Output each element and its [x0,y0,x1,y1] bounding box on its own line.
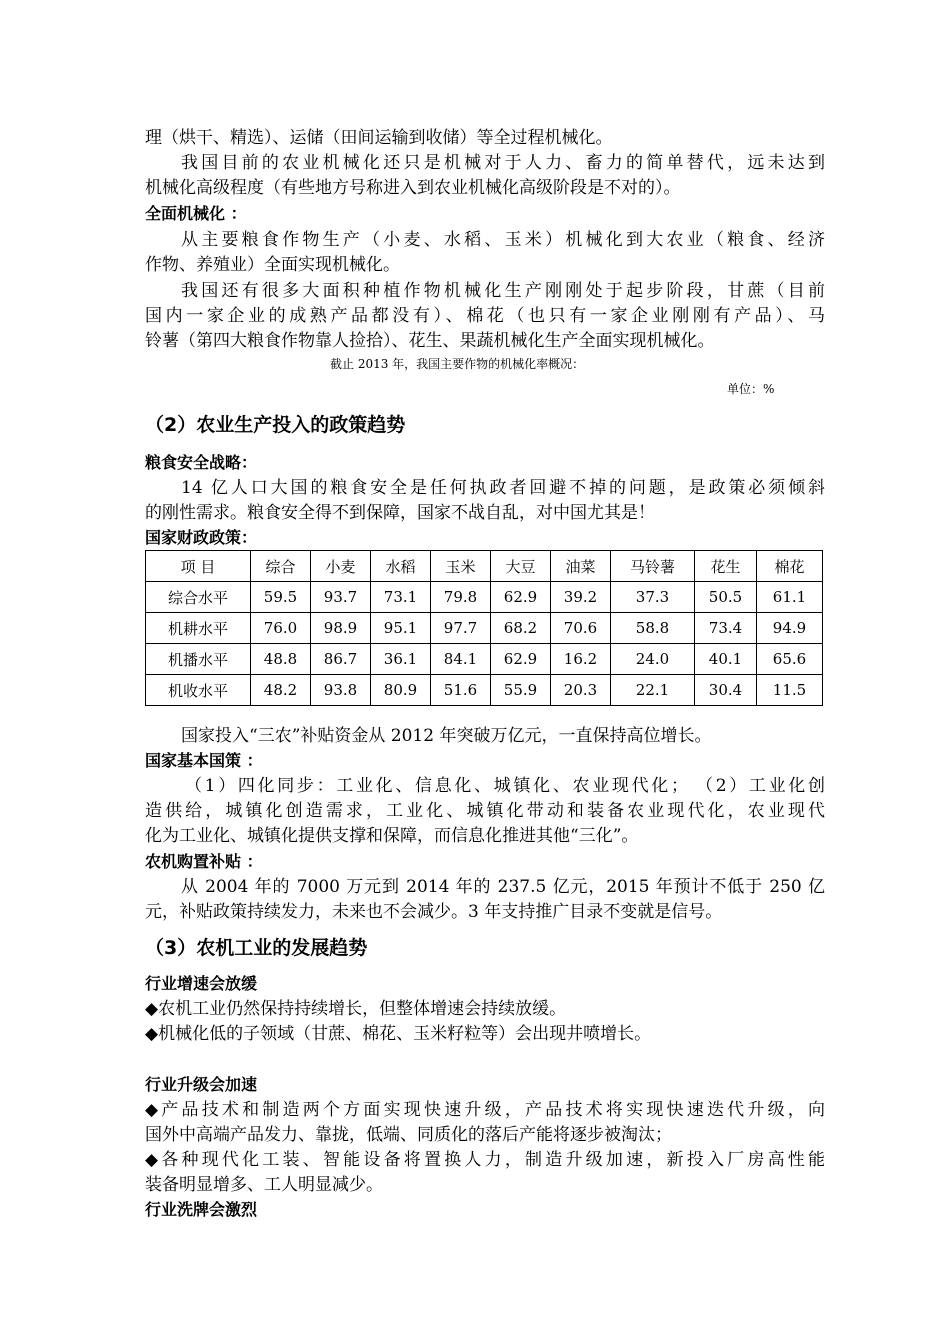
paragraph-line: 的刚性需求。粮食安全得不到保障，国家不战自乱，对中国尤其是！ [145,503,655,523]
table-cell: 86.7 [311,644,371,675]
table-cell: 30.4 [695,675,757,706]
subheading-upgrade-acceleration: 行业升级会加速 [145,1075,258,1094]
section-heading-policy-trend: （2）农业生产投入的政策趋势 [145,414,406,436]
table-header-row [146,551,823,582]
table-cell: 51.6 [431,675,491,706]
table-cell: 62.9 [491,644,551,675]
paragraph-line: 从主要粮食作物生产（小麦、水稻、玉米）机械化到大农业（粮食、经济 [181,230,825,250]
table-cell: 98.9 [311,613,371,644]
table-cell: 16.2 [551,644,611,675]
table-row-label: 综合水平 [146,582,251,613]
paragraph-line: 我国目前的农业机械化还只是机械对于人力、畜力的简单替代，远未达到 [181,153,825,173]
table-cell: 37.3 [611,582,695,613]
bullet-item: ◆产品技术和制造两个方面实现快速升级，产品技术将实现快速迭代升级，向 [145,1100,825,1120]
table-header-cell: 大豆 [491,551,551,582]
table-row-label: 机播水平 [146,644,251,675]
table-cell: 11.5 [757,675,823,706]
table-row-label: 机耕水平 [146,613,251,644]
table-cell: 93.8 [311,675,371,706]
bullet-item: ◆农机工业仍然保持持续增长，但整体增速会持续放缓。 [145,999,567,1019]
table-cell: 48.8 [251,644,311,675]
table-cell: 65.6 [757,644,823,675]
paragraph-line: 国内一家企业的成熟产品都没有）、棉花（也只有一家企业刚刚有产品）、马 [145,306,825,326]
mechanization-rate-table [145,550,823,706]
section-heading-machinery-subsidy: 农机购置补贴 ： [145,852,263,871]
table-cell: 50.5 [695,582,757,613]
table-cell: 61.1 [757,582,823,613]
subheading-industry-shuffle: 行业洗牌会激烈 [145,1200,258,1219]
table-cell: 80.9 [371,675,431,706]
table-header-cell: 综合 [251,551,311,582]
table-row [146,613,823,644]
table-header-cell: 棉花 [757,551,823,582]
paragraph-line: 元，补贴政策持续发力，未来也不会减少。3 年支持推广目录不变就是信号。 [145,902,723,922]
table-cell: 59.5 [251,582,311,613]
section-heading-full-mechanization: 全面机械化 ： [145,204,247,223]
paragraph-line: （1）四化同步：工业化、信息化、城镇化、农业现代化； （2）工业化创 [185,776,825,796]
table-cell: 97.7 [431,613,491,644]
table-cell: 95.1 [371,613,431,644]
table-cell: 73.1 [371,582,431,613]
paragraph-line: 机械化高级程度（有些地方号称进入到农业机械化高级阶段是不对的）。 [145,178,681,198]
paragraph-line: 铃薯（第四大粮食作物靠人捡拾）、花生、果蔬机械化生产全面实现机械化。 [145,331,715,351]
subheading-growth-slowdown: 行业增速会放缓 [145,974,258,993]
table-cell: 24.0 [611,644,695,675]
table-cell: 93.7 [311,582,371,613]
table-cell: 48.2 [251,675,311,706]
section-heading-food-security: 粮食安全战略： [145,453,258,472]
table-cell: 22.1 [611,675,695,706]
table-unit: 单位：% [727,382,775,396]
table-cell: 58.8 [611,613,695,644]
table-cell: 39.2 [551,582,611,613]
table-cell: 20.3 [551,675,611,706]
table-row [146,675,823,706]
table-cell: 79.8 [431,582,491,613]
table-row [146,582,823,613]
paragraph-line: 理（烘干、精选）、运储（田间运输到收储）等全过程机械化。 [145,128,613,148]
bullet-item-continuation: 装备明显增多、工人明显减少。 [145,1175,383,1195]
table-cell: 84.1 [431,644,491,675]
table-cell: 70.6 [551,613,611,644]
bullet-item-continuation: 国外中高端产品发力、靠拢，低端、同质化的落后产能将逐步被淘汰； [145,1125,672,1145]
paragraph-line: 从 2004 年的 7000 万元到 2014 年的 237.5 亿元，2015 年预计不低于 250 亿 [181,877,825,897]
section-heading-basic-policy: 国家基本国策 ： [145,751,263,770]
table-body [146,551,823,706]
table-cell: 76.0 [251,613,311,644]
table-header-cell: 小麦 [311,551,371,582]
section-heading-industry-trend: （3）农机工业的发展趋势 [145,937,368,959]
paragraph-line: 造供给，城镇化创造需求，工业化、城镇化带动和装备农业现代化，农业现代 [145,801,825,821]
table-header-cell: 油菜 [551,551,611,582]
section-heading-fiscal-policy: 国家财政政策： [145,528,258,547]
table-header-cell: 玉米 [431,551,491,582]
table-cell: 94.9 [757,613,823,644]
paragraph-line: 14 亿人口大国的粮食安全是任何执政者回避不掉的问题，是政策必须倾斜 [181,478,825,498]
table-caption: 截止 2013 年，我国主要作物的机械化率概况： [330,357,585,371]
bullet-item: ◆各种现代化工装、智能设备将置换人力，制造升级加速，新投入厂房高性能 [145,1150,825,1170]
table-header-cell: 水稻 [371,551,431,582]
table-cell: 36.1 [371,644,431,675]
paragraph-line: 化为工业化、城镇化提供支撑和保障，而信息化推进其他“三化”。 [145,826,639,846]
table-row-label: 机收水平 [146,675,251,706]
table-cell: 55.9 [491,675,551,706]
table-cell: 68.2 [491,613,551,644]
table-header-cell: 马铃薯 [611,551,695,582]
table-row [146,644,823,675]
bullet-item: ◆机械化低的子领域（甘蔗、棉花、玉米籽粒等）会出现井喷增长。 [145,1024,652,1044]
table-cell: 62.9 [491,582,551,613]
table-cell: 40.1 [695,644,757,675]
table-cell: 73.4 [695,613,757,644]
table-header-cell: 项 目 [146,551,251,582]
table-header-cell: 花生 [695,551,757,582]
paragraph-line: 我国还有很多大面积种植作物机械化生产刚刚处于起步阶段，甘蔗（目前 [181,281,825,301]
paragraph-line: 作物、养殖业）全面实现机械化。 [145,255,400,275]
paragraph-line: 国家投入“三农”补贴资金从 2012 年突破万亿元，一直保持高位增长。 [181,726,712,746]
